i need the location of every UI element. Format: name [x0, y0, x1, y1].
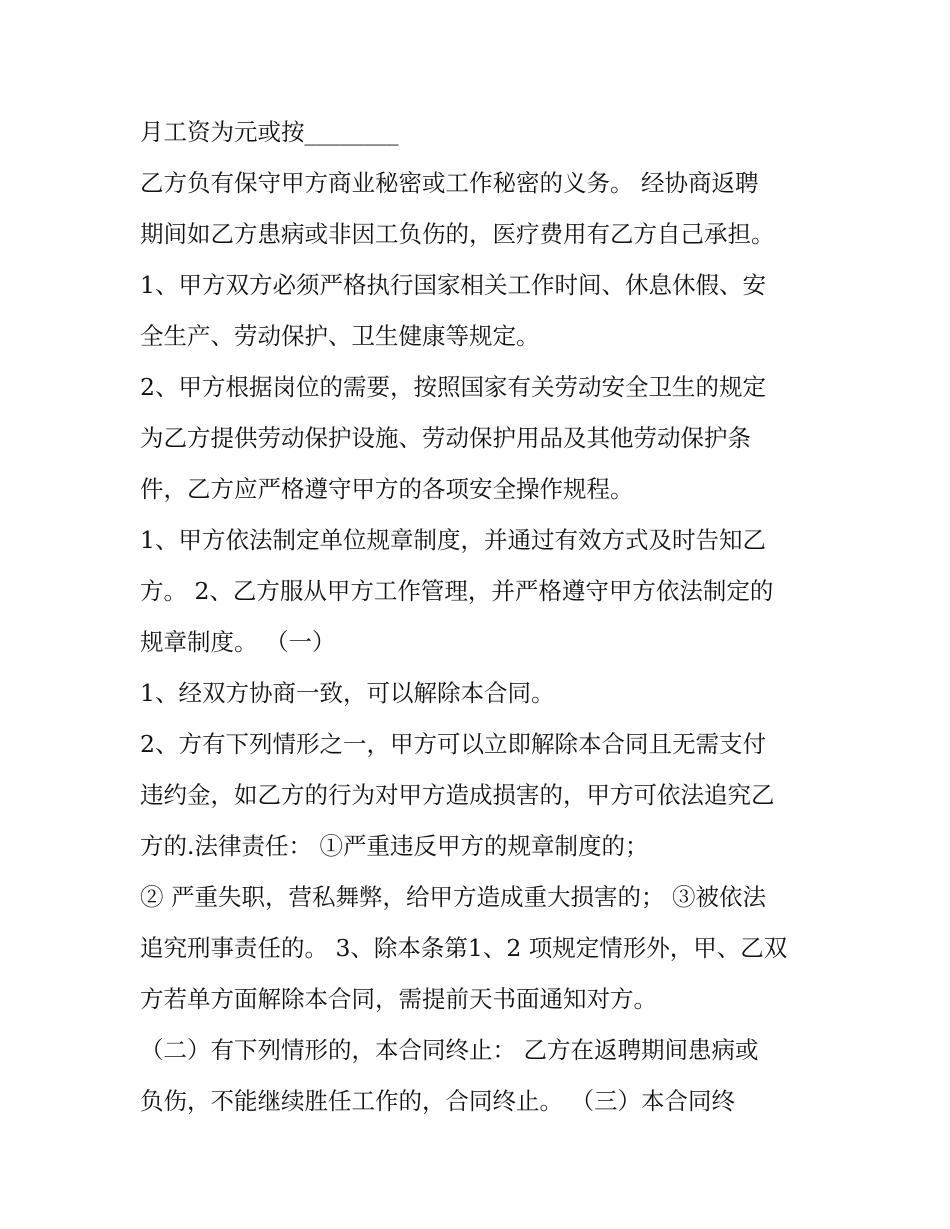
contract-text [140, 107, 820, 1127]
text-line: 方若单方面解除本合同，需提前天书面通知对方。 [140, 985, 657, 1013]
text-line: 2、甲方根据岗位的需要，按照国家有关劳动安全卫生的规定 [140, 373, 766, 401]
text-line: 2、方有下列情形之一，甲方可以立即解除本合同且无需支付 [140, 730, 766, 758]
text-line: 负伤，不能继续胜任工作的，合同终止。 （三）本合同终 [140, 1087, 735, 1115]
text-line: 追究刑事责任的。 3、除本条第1、2 项规定情形外，甲、乙双 [140, 934, 788, 962]
text-line: 为乙方提供劳动保护设施、劳动保护用品及其他劳动保护条 [140, 424, 751, 452]
text-line: 期间如乙方患病或非因工负伤的，医疗费用有乙方自己承担。 [140, 220, 775, 248]
text-line: 1、甲方双方必须严格执行国家相关工作时间、休息休假、安 [140, 271, 766, 299]
text-line: 违约金，如乙方的行为对甲方造成损害的，甲方可依法追究乙 [140, 781, 775, 809]
text-line: ② 严重失职，营私舞弊，给甲方造成重大损害的； ③被依法 [140, 883, 766, 911]
text-line: 规章制度。 （一） [140, 628, 336, 656]
text-line: 1、甲方依法制定单位规章制度，并通过有效方式及时告知乙 [140, 526, 766, 554]
text-line: 件，乙方应严格遵守甲方的各项安全操作规程。 [140, 475, 634, 503]
text-line: 月工资为元或按________ [140, 118, 399, 146]
text-line: 1、经双方协商一致，可以解除本合同。 [140, 679, 555, 707]
text-line: 方。 2、乙方服从甲方工作管理，并严格遵守甲方依法制定的 [140, 577, 774, 605]
text-line: 全生产、劳动保护、卫生健康等规定。 [140, 322, 540, 350]
text-line: （二）有下列情形的，本合同终止： 乙方在返聘期间患病或 [140, 1036, 759, 1064]
text-line: 方的.法律责任： ①严重违反甲方的规章制度的； [140, 832, 649, 860]
text-line: 乙方负有保守甲方商业秘密或工作秘密的义务。 经协商返聘 [140, 169, 759, 197]
